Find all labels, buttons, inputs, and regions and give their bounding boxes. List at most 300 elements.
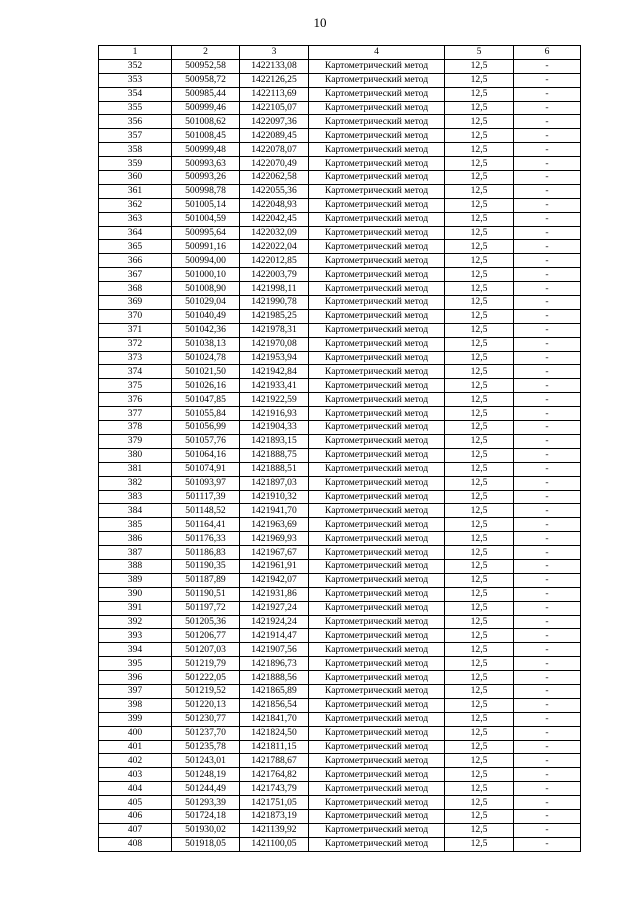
note-cell: -: [514, 504, 581, 518]
method-cell: Картометрический метод: [309, 559, 445, 573]
table-row: [99, 671, 581, 685]
x-coordinate-cell: 501008,45: [172, 129, 240, 143]
y-coordinate-cell: 1422055,36: [240, 184, 309, 198]
accuracy-cell: 12,5: [445, 184, 514, 198]
accuracy-cell: 12,5: [445, 504, 514, 518]
method-cell: Картометрический метод: [309, 87, 445, 101]
note-cell: -: [514, 643, 581, 657]
y-coordinate-cell: 1421963,69: [240, 518, 309, 532]
table-row: [99, 73, 581, 87]
table-row: [99, 823, 581, 837]
y-coordinate-cell: 1421914,47: [240, 629, 309, 643]
table-row: [99, 282, 581, 296]
accuracy-cell: 12,5: [445, 837, 514, 851]
method-cell: Картометрический метод: [309, 476, 445, 490]
x-coordinate-cell: 500958,72: [172, 73, 240, 87]
method-cell: Картометрический метод: [309, 143, 445, 157]
x-coordinate-cell: 501190,35: [172, 559, 240, 573]
note-cell: -: [514, 823, 581, 837]
method-cell: Картометрический метод: [309, 643, 445, 657]
point-number-cell: 391: [99, 601, 172, 615]
accuracy-cell: 12,5: [445, 698, 514, 712]
accuracy-cell: 12,5: [445, 171, 514, 185]
note-cell: -: [514, 59, 581, 73]
table-row: [99, 379, 581, 393]
accuracy-cell: 12,5: [445, 337, 514, 351]
note-cell: -: [514, 309, 581, 323]
y-coordinate-cell: 1421933,41: [240, 379, 309, 393]
accuracy-cell: 12,5: [445, 823, 514, 837]
point-number-cell: 387: [99, 546, 172, 560]
table-row: [99, 393, 581, 407]
accuracy-cell: 12,5: [445, 198, 514, 212]
x-coordinate-cell: 501724,18: [172, 809, 240, 823]
x-coordinate-cell: 501190,51: [172, 587, 240, 601]
y-coordinate-cell: 1422113,69: [240, 87, 309, 101]
note-cell: -: [514, 615, 581, 629]
x-coordinate-cell: 500994,00: [172, 254, 240, 268]
x-coordinate-cell: 501047,85: [172, 393, 240, 407]
point-number-cell: 364: [99, 226, 172, 240]
note-cell: -: [514, 754, 581, 768]
note-cell: -: [514, 184, 581, 198]
point-number-cell: 408: [99, 837, 172, 851]
accuracy-cell: 12,5: [445, 393, 514, 407]
accuracy-cell: 12,5: [445, 323, 514, 337]
point-number-cell: 386: [99, 532, 172, 546]
y-coordinate-cell: 1421888,56: [240, 671, 309, 685]
method-cell: Картометрический метод: [309, 365, 445, 379]
point-number-cell: 385: [99, 518, 172, 532]
y-coordinate-cell: 1422042,45: [240, 212, 309, 226]
accuracy-cell: 12,5: [445, 809, 514, 823]
point-number-cell: 404: [99, 782, 172, 796]
table-row: [99, 615, 581, 629]
table-row: [99, 115, 581, 129]
x-coordinate-cell: 501244,49: [172, 782, 240, 796]
point-number-cell: 381: [99, 462, 172, 476]
y-coordinate-cell: 1421824,50: [240, 726, 309, 740]
table-row: [99, 559, 581, 573]
y-coordinate-cell: 1421942,84: [240, 365, 309, 379]
point-number-cell: 358: [99, 143, 172, 157]
y-coordinate-cell: 1421961,91: [240, 559, 309, 573]
method-cell: Картометрический метод: [309, 101, 445, 115]
table-row: [99, 796, 581, 810]
table-row: [99, 212, 581, 226]
point-number-cell: 402: [99, 754, 172, 768]
table-row: [99, 837, 581, 851]
point-number-cell: 383: [99, 490, 172, 504]
x-coordinate-cell: 501117,39: [172, 490, 240, 504]
method-cell: Картометрический метод: [309, 184, 445, 198]
y-coordinate-cell: 1421764,82: [240, 768, 309, 782]
x-coordinate-cell: 501008,62: [172, 115, 240, 129]
point-number-cell: 374: [99, 365, 172, 379]
accuracy-cell: 12,5: [445, 490, 514, 504]
note-cell: -: [514, 462, 581, 476]
accuracy-cell: 12,5: [445, 226, 514, 240]
table-row: [99, 532, 581, 546]
table-row: [99, 712, 581, 726]
x-coordinate-cell: 501918,05: [172, 837, 240, 851]
point-number-cell: 356: [99, 115, 172, 129]
y-coordinate-cell: 1421139,92: [240, 823, 309, 837]
x-coordinate-cell: 500991,16: [172, 240, 240, 254]
accuracy-cell: 12,5: [445, 532, 514, 546]
accuracy-cell: 12,5: [445, 254, 514, 268]
y-coordinate-cell: 1421967,67: [240, 546, 309, 560]
method-cell: Картометрический метод: [309, 504, 445, 518]
point-number-cell: 378: [99, 421, 172, 435]
table-row: [99, 698, 581, 712]
y-coordinate-cell: 1422070,49: [240, 157, 309, 171]
y-coordinate-cell: 1422048,93: [240, 198, 309, 212]
method-cell: Картометрический метод: [309, 768, 445, 782]
note-cell: -: [514, 212, 581, 226]
y-coordinate-cell: 1421856,54: [240, 698, 309, 712]
note-cell: -: [514, 434, 581, 448]
note-cell: -: [514, 268, 581, 282]
point-number-cell: 400: [99, 726, 172, 740]
method-cell: Картометрический метод: [309, 823, 445, 837]
x-coordinate-cell: 501024,78: [172, 351, 240, 365]
method-cell: Картометрический метод: [309, 240, 445, 254]
method-cell: Картометрический метод: [309, 587, 445, 601]
table-row: [99, 434, 581, 448]
note-cell: -: [514, 351, 581, 365]
y-coordinate-cell: 1421924,24: [240, 615, 309, 629]
method-cell: Картометрический метод: [309, 407, 445, 421]
note-cell: -: [514, 740, 581, 754]
method-cell: Картометрический метод: [309, 754, 445, 768]
accuracy-cell: 12,5: [445, 712, 514, 726]
method-cell: Картометрический метод: [309, 726, 445, 740]
table-row: [99, 101, 581, 115]
note-cell: -: [514, 296, 581, 310]
x-coordinate-cell: 501205,36: [172, 615, 240, 629]
x-coordinate-cell: 501000,10: [172, 268, 240, 282]
x-coordinate-cell: 501055,84: [172, 407, 240, 421]
table-row: [99, 740, 581, 754]
x-coordinate-cell: 501164,41: [172, 518, 240, 532]
x-coordinate-cell: 501230,77: [172, 712, 240, 726]
x-coordinate-cell: 501219,79: [172, 657, 240, 671]
y-coordinate-cell: 1421888,75: [240, 448, 309, 462]
y-coordinate-cell: 1422089,45: [240, 129, 309, 143]
page-number: 10: [313, 15, 327, 30]
point-number-cell: 375: [99, 379, 172, 393]
point-number-cell: 366: [99, 254, 172, 268]
table-row: [99, 129, 581, 143]
point-number-cell: 355: [99, 101, 172, 115]
table-row: [99, 657, 581, 671]
y-coordinate-cell: 1422062,58: [240, 171, 309, 185]
accuracy-cell: 12,5: [445, 573, 514, 587]
accuracy-cell: 12,5: [445, 518, 514, 532]
y-coordinate-cell: 1421990,78: [240, 296, 309, 310]
y-coordinate-cell: 1421841,70: [240, 712, 309, 726]
x-coordinate-cell: 501038,13: [172, 337, 240, 351]
table-row: [99, 546, 581, 560]
y-coordinate-cell: 1421811,15: [240, 740, 309, 754]
y-coordinate-cell: 1421916,93: [240, 407, 309, 421]
column-header-2: 2: [172, 46, 240, 60]
method-cell: Картометрический метод: [309, 532, 445, 546]
note-cell: -: [514, 198, 581, 212]
accuracy-cell: 12,5: [445, 101, 514, 115]
table-row: [99, 59, 581, 73]
x-coordinate-cell: 501219,52: [172, 684, 240, 698]
note-cell: -: [514, 573, 581, 587]
y-coordinate-cell: 1421985,25: [240, 309, 309, 323]
method-cell: Картометрический метод: [309, 657, 445, 671]
note-cell: -: [514, 129, 581, 143]
note-cell: -: [514, 379, 581, 393]
point-number-cell: 352: [99, 59, 172, 73]
x-coordinate-cell: 501064,16: [172, 448, 240, 462]
note-cell: -: [514, 143, 581, 157]
accuracy-cell: 12,5: [445, 629, 514, 643]
x-coordinate-cell: 501005,14: [172, 198, 240, 212]
method-cell: Картометрический метод: [309, 212, 445, 226]
column-header-1: 1: [99, 46, 172, 60]
note-cell: -: [514, 254, 581, 268]
point-number-cell: 377: [99, 407, 172, 421]
table-row: [99, 351, 581, 365]
method-cell: Картометрический метод: [309, 546, 445, 560]
y-coordinate-cell: 1421865,89: [240, 684, 309, 698]
table-row: [99, 462, 581, 476]
table-header-row: [99, 46, 581, 60]
y-coordinate-cell: 1421888,51: [240, 462, 309, 476]
table-row: [99, 504, 581, 518]
x-coordinate-cell: 501206,77: [172, 629, 240, 643]
y-coordinate-cell: 1421931,86: [240, 587, 309, 601]
table-row: [99, 309, 581, 323]
point-number-cell: 388: [99, 559, 172, 573]
note-cell: -: [514, 171, 581, 185]
note-cell: -: [514, 407, 581, 421]
y-coordinate-cell: 1421897,03: [240, 476, 309, 490]
accuracy-cell: 12,5: [445, 268, 514, 282]
y-coordinate-cell: 1421788,67: [240, 754, 309, 768]
note-cell: -: [514, 115, 581, 129]
note-cell: -: [514, 226, 581, 240]
point-number-cell: 360: [99, 171, 172, 185]
table-row: [99, 809, 581, 823]
y-coordinate-cell: 1421896,73: [240, 657, 309, 671]
accuracy-cell: 12,5: [445, 129, 514, 143]
point-number-cell: 362: [99, 198, 172, 212]
table-row: [99, 198, 581, 212]
point-number-cell: 372: [99, 337, 172, 351]
accuracy-cell: 12,5: [445, 671, 514, 685]
y-coordinate-cell: 1422003,79: [240, 268, 309, 282]
y-coordinate-cell: 1421922,59: [240, 393, 309, 407]
accuracy-cell: 12,5: [445, 615, 514, 629]
note-cell: -: [514, 698, 581, 712]
x-coordinate-cell: 500993,26: [172, 171, 240, 185]
method-cell: Картометрический метод: [309, 671, 445, 685]
y-coordinate-cell: 1421941,70: [240, 504, 309, 518]
note-cell: -: [514, 448, 581, 462]
method-cell: Картометрический метод: [309, 254, 445, 268]
y-coordinate-cell: 1421953,94: [240, 351, 309, 365]
method-cell: Картометрический метод: [309, 462, 445, 476]
x-coordinate-cell: 500985,44: [172, 87, 240, 101]
note-cell: -: [514, 657, 581, 671]
accuracy-cell: 12,5: [445, 59, 514, 73]
point-number-cell: 403: [99, 768, 172, 782]
accuracy-cell: 12,5: [445, 657, 514, 671]
table-row: [99, 268, 581, 282]
method-cell: Картометрический метод: [309, 171, 445, 185]
point-number-cell: 354: [99, 87, 172, 101]
accuracy-cell: 12,5: [445, 434, 514, 448]
method-cell: Картометрический метод: [309, 198, 445, 212]
point-number-cell: 394: [99, 643, 172, 657]
x-coordinate-cell: 501293,39: [172, 796, 240, 810]
x-coordinate-cell: 501074,91: [172, 462, 240, 476]
method-cell: Картометрический метод: [309, 309, 445, 323]
x-coordinate-cell: 501029,04: [172, 296, 240, 310]
accuracy-cell: 12,5: [445, 601, 514, 615]
method-cell: Картометрический метод: [309, 129, 445, 143]
y-coordinate-cell: 1421100,05: [240, 837, 309, 851]
y-coordinate-cell: 1422133,08: [240, 59, 309, 73]
method-cell: Картометрический метод: [309, 518, 445, 532]
table-row: [99, 87, 581, 101]
table-row: [99, 448, 581, 462]
accuracy-cell: 12,5: [445, 587, 514, 601]
x-coordinate-cell: 501243,01: [172, 754, 240, 768]
x-coordinate-cell: 501176,33: [172, 532, 240, 546]
accuracy-cell: 12,5: [445, 643, 514, 657]
table-row: [99, 337, 581, 351]
x-coordinate-cell: 500999,48: [172, 143, 240, 157]
accuracy-cell: 12,5: [445, 365, 514, 379]
column-header-4: 4: [309, 46, 445, 60]
x-coordinate-cell: 501057,76: [172, 434, 240, 448]
method-cell: Картометрический метод: [309, 712, 445, 726]
method-cell: Картометрический метод: [309, 837, 445, 851]
y-coordinate-cell: 1421904,33: [240, 421, 309, 435]
y-coordinate-cell: 1421893,15: [240, 434, 309, 448]
method-cell: Картометрический метод: [309, 379, 445, 393]
note-cell: -: [514, 796, 581, 810]
accuracy-cell: 12,5: [445, 115, 514, 129]
point-number-cell: 353: [99, 73, 172, 87]
method-cell: Картометрический метод: [309, 421, 445, 435]
table-row: [99, 476, 581, 490]
x-coordinate-cell: 501021,50: [172, 365, 240, 379]
y-coordinate-cell: 1421969,93: [240, 532, 309, 546]
y-coordinate-cell: 1421942,07: [240, 573, 309, 587]
point-number-cell: 392: [99, 615, 172, 629]
table-row: [99, 421, 581, 435]
table-row: [99, 726, 581, 740]
table-row: [99, 407, 581, 421]
table-row: [99, 184, 581, 198]
note-cell: -: [514, 768, 581, 782]
x-coordinate-cell: 501222,05: [172, 671, 240, 685]
note-cell: -: [514, 532, 581, 546]
method-cell: Картометрический метод: [309, 157, 445, 171]
table-row: [99, 643, 581, 657]
note-cell: -: [514, 337, 581, 351]
accuracy-cell: 12,5: [445, 740, 514, 754]
y-coordinate-cell: 1421907,56: [240, 643, 309, 657]
x-coordinate-cell: 500952,58: [172, 59, 240, 73]
point-number-cell: 389: [99, 573, 172, 587]
table-row: [99, 323, 581, 337]
x-coordinate-cell: 501186,83: [172, 546, 240, 560]
accuracy-cell: 12,5: [445, 282, 514, 296]
x-coordinate-cell: 501930,02: [172, 823, 240, 837]
table-row: [99, 490, 581, 504]
table-row: [99, 782, 581, 796]
x-coordinate-cell: 501026,16: [172, 379, 240, 393]
table-row: [99, 601, 581, 615]
column-header-5: 5: [445, 46, 514, 60]
accuracy-cell: 12,5: [445, 379, 514, 393]
accuracy-cell: 12,5: [445, 546, 514, 560]
table-row: [99, 240, 581, 254]
method-cell: Картометрический метод: [309, 698, 445, 712]
note-cell: -: [514, 671, 581, 685]
accuracy-cell: 12,5: [445, 407, 514, 421]
accuracy-cell: 12,5: [445, 240, 514, 254]
method-cell: Картометрический метод: [309, 601, 445, 615]
point-number-cell: 365: [99, 240, 172, 254]
note-cell: -: [514, 684, 581, 698]
note-cell: -: [514, 282, 581, 296]
note-cell: -: [514, 559, 581, 573]
y-coordinate-cell: 1421910,32: [240, 490, 309, 504]
point-number-cell: 406: [99, 809, 172, 823]
accuracy-cell: 12,5: [445, 754, 514, 768]
y-coordinate-cell: 1421998,11: [240, 282, 309, 296]
point-number-cell: 405: [99, 796, 172, 810]
note-cell: -: [514, 518, 581, 532]
point-number-cell: 363: [99, 212, 172, 226]
x-coordinate-cell: 501040,49: [172, 309, 240, 323]
point-number-cell: 399: [99, 712, 172, 726]
table-row: [99, 518, 581, 532]
x-coordinate-cell: 501207,03: [172, 643, 240, 657]
point-number-cell: 367: [99, 268, 172, 282]
point-number-cell: 371: [99, 323, 172, 337]
point-number-cell: 397: [99, 684, 172, 698]
note-cell: -: [514, 490, 581, 504]
note-cell: -: [514, 240, 581, 254]
method-cell: Картометрический метод: [309, 268, 445, 282]
note-cell: -: [514, 546, 581, 560]
column-header-6: 6: [514, 46, 581, 60]
x-coordinate-cell: 501197,72: [172, 601, 240, 615]
method-cell: Картометрический метод: [309, 393, 445, 407]
method-cell: Картометрический метод: [309, 490, 445, 504]
column-header-3: 3: [240, 46, 309, 60]
coordinates-table: [98, 45, 581, 852]
accuracy-cell: 12,5: [445, 448, 514, 462]
method-cell: Картометрический метод: [309, 782, 445, 796]
method-cell: Картометрический метод: [309, 226, 445, 240]
accuracy-cell: 12,5: [445, 768, 514, 782]
point-number-cell: 359: [99, 157, 172, 171]
method-cell: Картометрический метод: [309, 73, 445, 87]
